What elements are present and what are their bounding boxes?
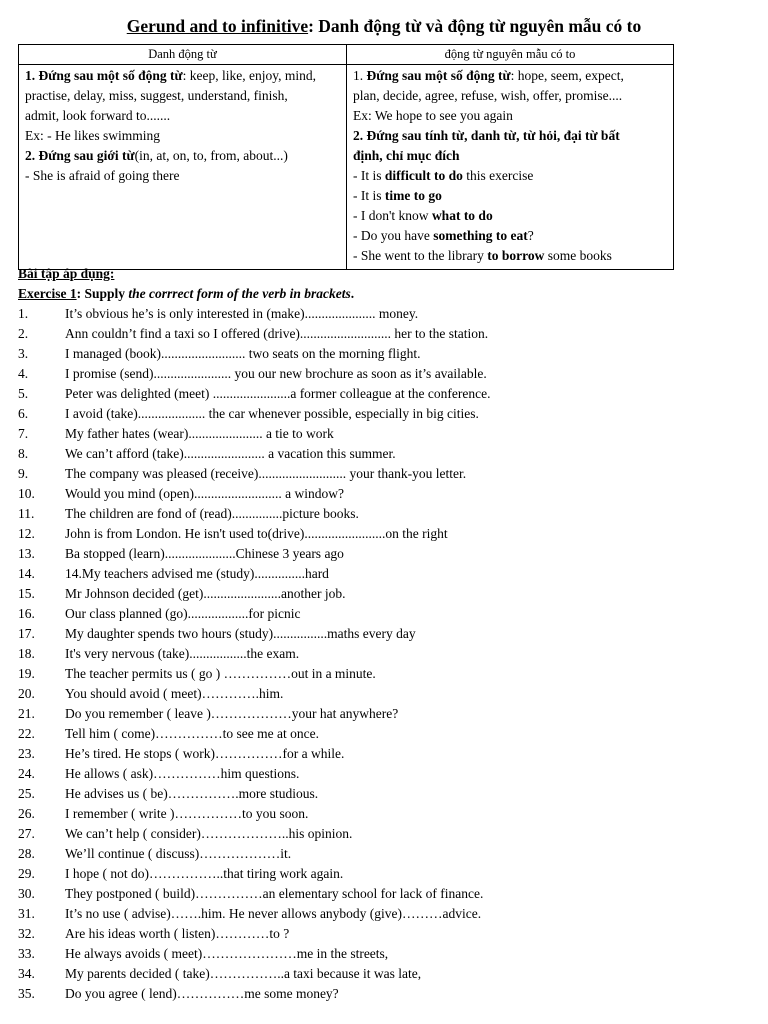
exercise-item-text: I promise (send)....................... you our new brochure as soon as it’s available.: [65, 366, 487, 381]
exercise-item-number: 6.: [18, 406, 29, 421]
exercise-colon: :: [76, 286, 85, 301]
exercise-item: [0, 464, 768, 484]
rule-example: [353, 106, 669, 126]
gerund-rules-cell: [19, 65, 347, 270]
exercise-item: [0, 564, 768, 584]
rule-line-bold: định, chỉ mục đích: [353, 148, 460, 163]
rule-line: [353, 66, 669, 86]
rule-line-text: Ex: - He likes swimming: [25, 128, 160, 143]
exercise-item-number: 10.: [18, 486, 35, 501]
exercise-item-text: He advises us ( be)…………….more studious.: [65, 786, 319, 801]
rule-line-text: : hope, seem, expect,: [510, 68, 624, 83]
exercise-item: [0, 784, 768, 804]
exercise-item-text: I avoid (take).................... the car whenever possible, especially in big cities.: [65, 406, 479, 421]
rule-example: [353, 186, 669, 206]
exercise-item-text: Ba stopped (learn).....................Chinese 3 years ago: [65, 546, 344, 561]
exercise-item: [0, 544, 768, 564]
exercise-item: [0, 644, 768, 664]
exercise-item: [0, 864, 768, 884]
rule-line-bold: Đứng sau một số động từ: [366, 68, 511, 83]
exercise-item-text: My parents decided ( take)……………..a taxi because it was late,: [65, 966, 422, 981]
rule-line-text: admit, look forward to.......: [25, 108, 171, 123]
rule-line-prefix: - I don't know: [353, 208, 432, 223]
rule-line-text: some books: [544, 248, 612, 263]
exercise-item-text: Mr Johnson decided (get).......................another job.: [65, 586, 346, 601]
rule-line-text: this exercise: [462, 168, 534, 183]
exercise-item-text: You should avoid ( meet)………….him.: [65, 686, 284, 701]
exercise-item: [0, 624, 768, 644]
exercise-item-number: 11.: [18, 506, 35, 521]
exercise-item: [0, 584, 768, 604]
exercise-item-number: 17.: [18, 626, 35, 641]
exercise-item-text: I remember ( write )……………to you soon.: [65, 806, 309, 821]
exercise-item-text: My father hates (wear)...................... a tie to work: [65, 426, 334, 441]
exercise-item-text: Do you agree ( lend)……………me some money?: [65, 986, 339, 1001]
exercise-instruction: the corrrect form of the verb in brackets: [128, 286, 351, 301]
exercise-item-number: 14.: [18, 566, 35, 581]
exercise-item-number: 13.: [18, 546, 35, 561]
exercise-item-text: They postponed ( build)……………an elementary school for lack of finance.: [65, 886, 484, 901]
exercise-item-number: 7.: [18, 426, 29, 441]
title-main: Gerund and to infinitive: [126, 16, 309, 36]
rule-line: [25, 86, 342, 106]
exercise-item-number: 15.: [18, 586, 35, 601]
exercise-item-text: He always avoids ( meet)…………………me in the streets,: [65, 946, 389, 961]
exercise-item-text: Would you mind (open).......................... a window?: [65, 486, 345, 501]
exercise-item: [0, 604, 768, 624]
exercise-item-text: It’s obvious he’s is only interested in (make)..................... money.: [65, 306, 419, 321]
exercise-item-text: The teacher permits us ( go ) ……………out in a minute.: [65, 666, 376, 681]
column-header-infinitive: động từ nguyên mẫu có to: [347, 45, 674, 65]
rule-line-bold: something to eat: [433, 228, 528, 243]
exercise-item: [0, 504, 768, 524]
rule-line-text: - She is afraid of going there: [25, 168, 180, 183]
exercise-item-text: We’ll continue ( discuss)………………it.: [65, 846, 292, 861]
practice-heading: Bài tập áp dụng:: [18, 266, 115, 281]
rule-line-text: Ex: We hope to see you again: [353, 108, 513, 123]
rule-example: [353, 226, 669, 246]
exercise-item-number: 33.: [18, 946, 35, 961]
exercise-item: [0, 924, 768, 944]
exercise-item: [0, 804, 768, 824]
rule-line-text: ?: [527, 228, 534, 243]
exercise-item-number: 27.: [18, 826, 35, 841]
exercise-item: [0, 904, 768, 924]
exercise-item: [0, 704, 768, 724]
exercise-verb: Supply: [84, 286, 129, 301]
exercise-item: [0, 824, 768, 844]
exercise-item-text: I hope ( not do)……………..that tiring work again.: [65, 866, 344, 881]
exercise-item-number: 25.: [18, 786, 35, 801]
column-header-gerund: Danh động từ: [19, 45, 347, 65]
exercise-item: [0, 424, 768, 444]
exercise-item-text: My daughter spends two hours (study)................maths every day: [65, 626, 416, 641]
rule-line: [25, 66, 342, 86]
exercise-item-text: John is from London. He isn't used to(drive)........................on the right: [65, 526, 448, 541]
exercise-item-number: 30.: [18, 886, 35, 901]
exercise-item-text: Ann couldn’t find a taxi so I offered (drive)........................... her to the station.: [65, 326, 489, 341]
exercise-item-number: 34.: [18, 966, 35, 981]
exercise-item-text: The company was pleased (receive).......................... your thank-you letter.: [65, 466, 467, 481]
rule-line-prefix: - It is: [353, 168, 385, 183]
rule-line-bold: difficult to do: [384, 168, 463, 183]
rule-line-bold: time to go: [384, 188, 442, 203]
grammar-table: [18, 44, 674, 270]
exercise-item: [0, 364, 768, 384]
exercise-item-number: 22.: [18, 726, 35, 741]
exercise-item-text: The children are fond of (read)...............picture books.: [65, 506, 359, 521]
exercise-item: [0, 524, 768, 544]
exercise-item: [0, 444, 768, 464]
rule-line-prefix: - Do you have: [353, 228, 434, 243]
exercise-item-number: 12.: [18, 526, 35, 541]
rule-line: [25, 146, 342, 166]
exercise-item: [0, 844, 768, 864]
rule-example: [25, 126, 342, 146]
exercise-item: [0, 664, 768, 684]
exercise-item-number: 18.: [18, 646, 35, 661]
exercise-item-number: 31.: [18, 906, 35, 921]
exercise-item-text: We can’t help ( consider)………………..his opinion.: [65, 826, 353, 841]
exercise-item: [0, 344, 768, 364]
exercise-item-number: 16.: [18, 606, 35, 621]
exercise-label: Exercise 1: [18, 286, 77, 301]
exercise-item-number: 23.: [18, 746, 35, 761]
exercise-period: .: [350, 286, 355, 301]
infinitive-rules-cell: [347, 65, 674, 270]
rule-example: [25, 166, 342, 186]
exercise-item-text: It’s no use ( advise)…….him. He never allows anybody (give)………advice.: [65, 906, 482, 921]
exercise-item-text: 14.My teachers advised me (study)...............hard: [65, 566, 329, 581]
rule-line-prefix: 1.: [353, 68, 367, 83]
rule-line-bold: 1. Đứng sau một số động từ: [25, 68, 183, 83]
rule-line-text: : keep, like, enjoy, mind,: [182, 68, 316, 83]
exercise-item-text: Tell him ( come)……………to see me at once.: [65, 726, 319, 741]
rule-example: [353, 166, 669, 186]
exercise-item-number: 32.: [18, 926, 35, 941]
exercise-item: [0, 404, 768, 424]
exercise-item-text: We can’t afford (take)........................ a vacation this summer.: [65, 446, 396, 461]
exercise-item-number: 28.: [18, 846, 35, 861]
exercise-item-number: 29.: [18, 866, 35, 881]
rule-line-bold: what to do: [431, 208, 493, 223]
exercise-item-number: 26.: [18, 806, 35, 821]
exercise-item-number: 4.: [18, 366, 29, 381]
rule-line: [353, 126, 669, 146]
rule-line-prefix: - She went to the library: [353, 248, 488, 263]
rule-line-bold: 2. Đứng sau giới từ: [25, 148, 135, 163]
rule-line-prefix: - It is: [353, 188, 385, 203]
exercise-title: [18, 286, 354, 302]
exercise-item-number: 9.: [18, 466, 29, 481]
exercise-item: [0, 944, 768, 964]
exercise-item: [0, 384, 768, 404]
rule-example: [353, 246, 669, 266]
exercise-item-number: 21.: [18, 706, 35, 721]
exercise-item-number: 20.: [18, 686, 35, 701]
exercise-item: [0, 304, 768, 324]
exercise-list: [0, 304, 768, 1004]
exercise-item-text: Do you remember ( leave )………………your hat anywhere?: [65, 706, 399, 721]
exercise-item-text: I managed (book)......................... two seats on the morning flight.: [65, 346, 421, 361]
exercise-item-text: He’s tired. He stops ( work)……………for a while.: [65, 746, 345, 761]
document-title: [0, 16, 768, 37]
exercise-item-text: It's very nervous (take).................the exam.: [65, 646, 300, 661]
rule-line-text: plan, decide, agree, refuse, wish, offer, promise....: [353, 88, 623, 103]
exercise-item: [0, 984, 768, 1004]
exercise-item: [0, 884, 768, 904]
rule-line: [353, 146, 669, 166]
exercise-item-text: Peter was delighted (meet) .......................a former colleague at the conference.: [65, 386, 491, 401]
exercise-item: [0, 484, 768, 504]
exercise-item: [0, 724, 768, 744]
exercise-item: [0, 684, 768, 704]
exercise-item: [0, 964, 768, 984]
rule-line: [25, 106, 342, 126]
exercise-item: [0, 324, 768, 344]
exercise-item-number: 19.: [18, 666, 35, 681]
rule-line-text: (in, at, on, to, from, about...): [134, 148, 288, 163]
exercise-item-text: He allows ( ask)……………him questions.: [65, 766, 300, 781]
title-rest: : Danh động từ và động từ nguyên mẫu có to: [308, 16, 642, 36]
exercise-item-number: 35.: [18, 986, 35, 1001]
exercise-item-text: Are his ideas worth ( listen)…………to ?: [65, 926, 290, 941]
exercise-item-number: 8.: [18, 446, 29, 461]
exercise-item: [0, 744, 768, 764]
exercise-item-number: 5.: [18, 386, 29, 401]
rule-line-bold: 2. Đứng sau tính từ, danh từ, từ hỏi, đại từ bất: [353, 128, 620, 143]
rule-line-bold: to borrow: [487, 248, 545, 263]
rule-line-text: practise, delay, miss, suggest, understand, finish,: [25, 88, 288, 103]
exercise-item: [0, 764, 768, 784]
exercise-item-number: 2.: [18, 326, 29, 341]
rule-example: [353, 206, 669, 226]
exercise-item-text: Our class planned (go)..................for picnic: [65, 606, 301, 621]
exercise-item-number: 24.: [18, 766, 35, 781]
rule-line: [353, 86, 669, 106]
exercise-item-number: 3.: [18, 346, 29, 361]
exercise-item-number: 1.: [18, 306, 29, 321]
